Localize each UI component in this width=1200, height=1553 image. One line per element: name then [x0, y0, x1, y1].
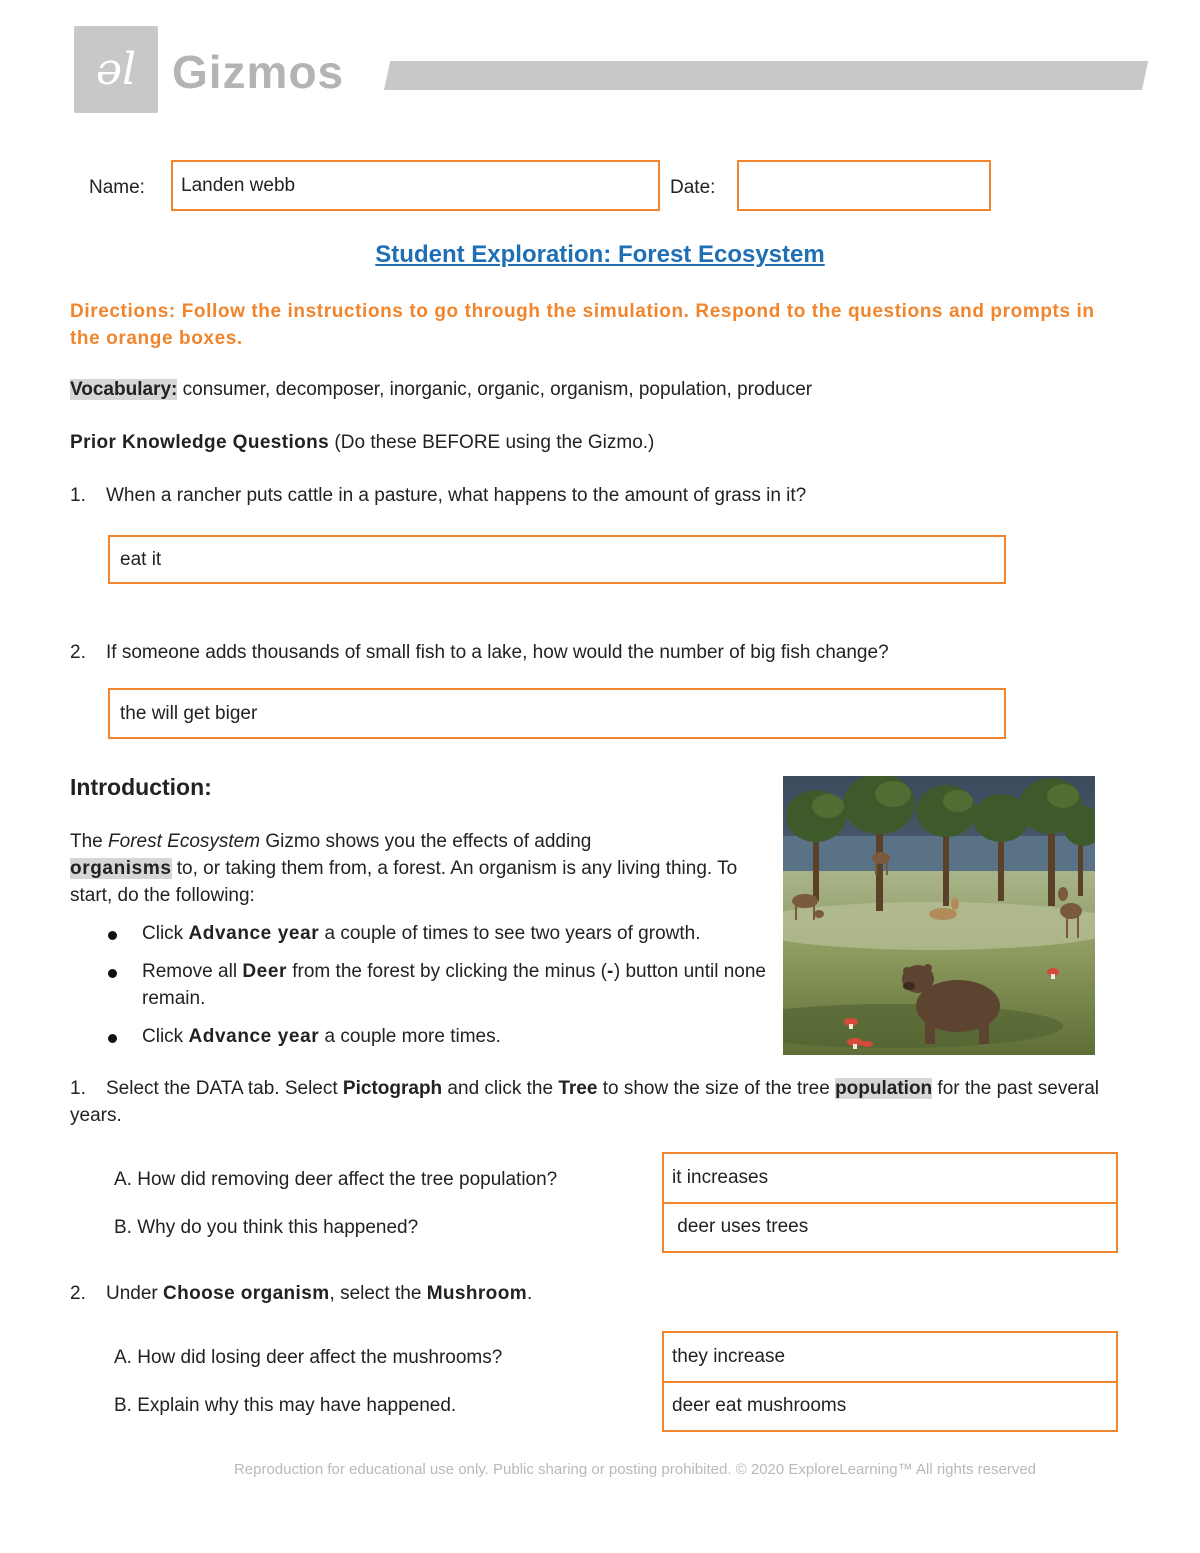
forest-ecosystem-image [783, 776, 1095, 1055]
prior-knowledge-title: Prior Knowledge Questions [70, 432, 330, 453]
q1-part-a: A. How did removing deer affect the tree population? [114, 1169, 558, 1190]
answer-box-q2b[interactable] [664, 1381, 1116, 1429]
answer-box-prior-2[interactable] [108, 688, 1006, 739]
answer-text: it increases [672, 1167, 769, 1188]
bullet-text: Click [142, 923, 189, 944]
question-bold: Mushroom [426, 1283, 527, 1304]
prior-knowledge-note: (Do these BEFORE using the Gizmo.) [329, 432, 655, 453]
question-number: 2. [70, 642, 86, 663]
vocab-term-organisms: organisms [70, 858, 172, 879]
answer-box-group-q1 [662, 1152, 1118, 1253]
brand-name: Gizmos [172, 46, 345, 98]
name-label: Name: [89, 177, 145, 198]
header-decorative-bar [384, 61, 1148, 90]
name-field[interactable] [171, 160, 660, 211]
date-label: Date: [670, 177, 716, 198]
question-bold: Pictograph [342, 1078, 443, 1099]
bullet-bold: - [606, 961, 614, 982]
answer-box-prior-1[interactable] [108, 535, 1006, 584]
bullet-bold: Deer [242, 961, 287, 982]
question-text: Select the DATA tab. Select [106, 1078, 343, 1099]
question-text: Under [106, 1283, 164, 1304]
prior-knowledge-heading [70, 430, 654, 456]
prior-question-1 [70, 482, 806, 509]
activity-question-2 [70, 1280, 532, 1307]
bullet-dot [108, 1034, 117, 1043]
answer-text: the will get biger [120, 702, 258, 724]
intro-text: The [70, 831, 109, 852]
answer-box-q1b[interactable] [664, 1202, 1116, 1250]
q1-part-b: B. Why do you think this happened? [114, 1217, 419, 1238]
list-item [106, 1023, 776, 1050]
bullet-text: ) button until none remain. [142, 961, 766, 1009]
vocabulary-label: Vocabulary: [70, 379, 178, 400]
bullet-text: a couple more times. [319, 1026, 501, 1047]
instruction-list [106, 920, 776, 1061]
list-item [106, 920, 776, 947]
question-number: 2. [70, 1283, 86, 1304]
intro-text: Gizmo shows you the effects of adding [260, 831, 592, 852]
answer-box-q2a[interactable] [664, 1333, 1116, 1381]
question-number: 1. [70, 485, 86, 506]
list-item [106, 958, 776, 1012]
answer-text: eat it [120, 548, 162, 570]
date-field[interactable] [737, 160, 991, 211]
prior-question-2 [70, 639, 889, 666]
bullet-text: Remove all [142, 961, 243, 982]
footer-copyright: Reproduction for educational use only. Public sharing or posting prohibited. © 2020 ExploreLearning™ All rights reserved [233, 1461, 1037, 1478]
answer-box-group-q2 [662, 1331, 1118, 1432]
question-text: to show the size of the tree [597, 1078, 836, 1099]
intro-text: to, or taking them from, a forest. An organism is any living thing. To start, do the following: [70, 858, 738, 906]
page-title: Student Exploration: Forest Ecosystem [375, 241, 825, 268]
question-number: 1. [70, 1078, 86, 1099]
question-text: and click the [442, 1078, 559, 1099]
introduction-heading: Introduction: [70, 774, 212, 800]
activity-question-1 [70, 1075, 1140, 1129]
vocabulary-terms: consumer, decomposer, inorganic, organic, organism, population, producer [177, 379, 813, 400]
bullet-bold: Advance year [188, 1026, 320, 1047]
vocabulary-line [70, 377, 812, 403]
name-value: Landen webb [181, 174, 296, 196]
question-text: . [527, 1283, 533, 1304]
question-bold: Tree [558, 1078, 598, 1099]
explorelearning-logo [74, 26, 158, 113]
logo-glyph: əl [95, 43, 137, 95]
answer-box-q1a[interactable] [664, 1154, 1116, 1202]
directions-text: Directions: Follow the instructions to go through the simulation. Respond to the questions and prompts in the orange boxes. [70, 301, 1095, 349]
bullet-dot [108, 931, 117, 940]
bullet-text: a couple of times to see two years of growth. [319, 923, 701, 944]
bullet-text: Click [142, 1026, 189, 1047]
answer-text: deer uses trees [672, 1216, 809, 1237]
question-text: , select the [329, 1283, 427, 1304]
question-bold: Choose organism [163, 1283, 330, 1304]
question-text: for the past several years. [70, 1078, 1100, 1126]
answer-text: they increase [672, 1346, 786, 1367]
bullet-dot [108, 969, 117, 978]
introduction-paragraph [70, 828, 760, 909]
question-text: When a rancher puts cattle in a pasture, what happens to the amount of grass in it? [106, 485, 807, 506]
bullet-text: from the forest by clicking the minus ( [286, 961, 607, 982]
answer-text: deer eat mushrooms [672, 1395, 847, 1416]
gizmo-name: Forest Ecosystem [108, 831, 261, 852]
bullet-bold: Advance year [188, 923, 320, 944]
vocab-term-population: population [835, 1078, 933, 1099]
q2-part-a: A. How did losing deer affect the mushrooms? [114, 1347, 503, 1368]
question-text: If someone adds thousands of small fish to a lake, how would the number of big fish change? [106, 642, 889, 663]
q2-part-b: B. Explain why this may have happened. [114, 1395, 457, 1416]
